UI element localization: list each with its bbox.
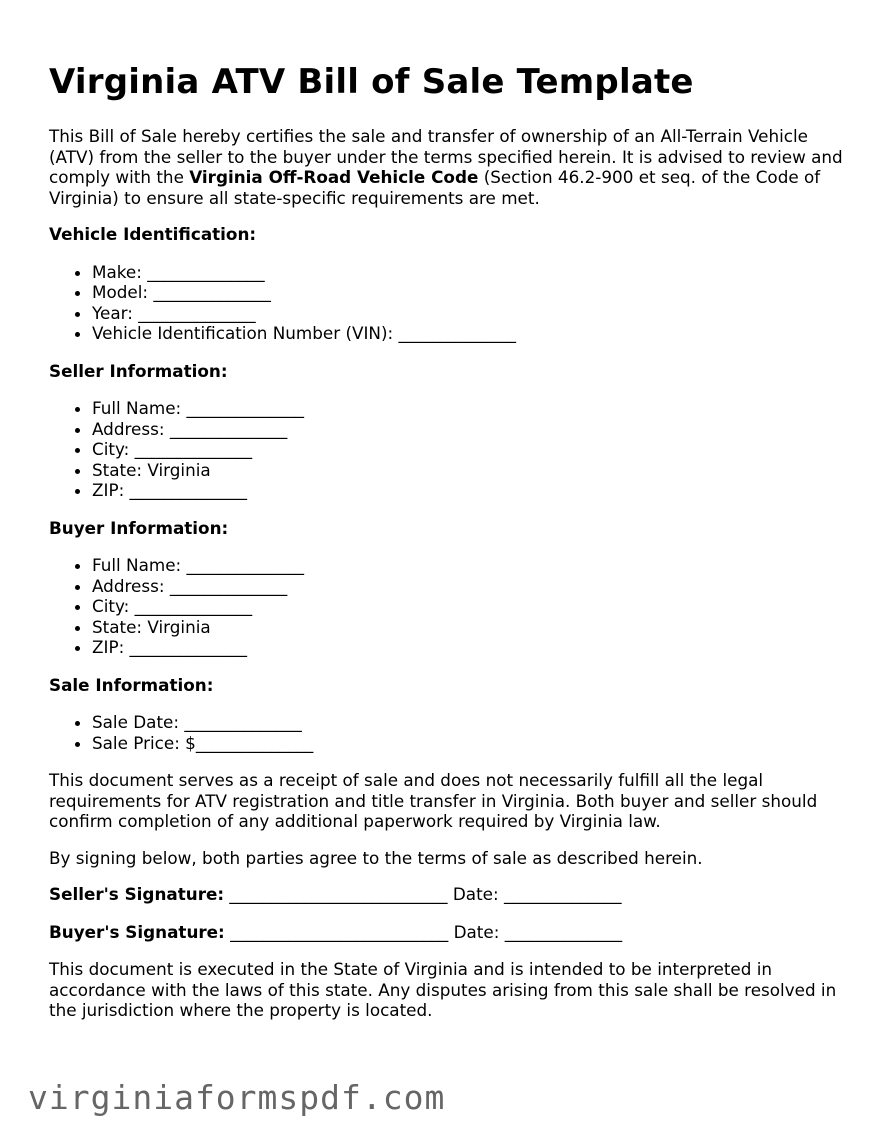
seller-zip-field: • ZIP: ______________ [92,480,849,501]
buyer-signature-blank: __________________________ Date: ______________ [224,921,623,942]
sale-date-field: • Sale Date: ______________ [92,712,849,733]
buyer-state-field: • State: Virginia [92,617,849,638]
buyer-zip-field: • ZIP: ______________ [92,637,849,658]
intro-text-part1: This Bill of Sale hereby certifies the sale and transfer of ownership of an All-Terrain Vehicle (ATV) from the seller to the buyer under the terms specified herein. It is advised to review and comply with the [49,126,843,187]
buyer-section-heading: Buyer Information: [49,517,229,538]
seller-signature-label: Seller's Signature: [49,884,225,904]
buyer-name-field: • Full Name: ______________ [92,555,849,576]
buyer-signature-line [49,922,849,943]
sale-fields-list [49,712,849,753]
buyer-fields-list [49,555,849,658]
seller-address-field: • Address: ______________ [92,419,849,440]
vehicle-make-field: • Make: ______________ [92,262,849,283]
agreement-statement: By signing below, both parties agree to the terms of sale as described herein. [49,847,703,868]
intro-paragraph [49,126,849,208]
seller-signature-line [49,884,849,905]
document-page [49,60,849,1037]
vehicle-fields-list [49,262,849,344]
seller-name-field: • Full Name: ______________ [92,398,849,419]
seller-state-field: • State: Virginia [92,460,849,481]
buyer-city-field: • City: ______________ [92,596,849,617]
intro-code-name: Virginia Off-Road Vehicle Code [189,167,479,187]
seller-city-field: • City: ______________ [92,439,849,460]
vehicle-section-heading: Vehicle Identification: [49,224,257,244]
sale-section-heading: Sale Information: [49,674,214,695]
seller-signature-blank: __________________________ Date: ______________ [224,884,622,904]
document-title: Virginia ATV Bill of Sale Template [49,62,694,102]
intro-text-part2: (Section 46.2-900 et seq. of the Code of Virginia) to ensure all state-specific requirements are met. [49,167,821,208]
vehicle-year-field: • Year: ______________ [92,303,849,324]
buyer-signature-label: Buyer's Signature: [49,921,225,942]
sale-price-field: • Sale Price: $______________ [92,733,849,754]
jurisdiction-statement: This document is executed in the State of Virginia and is intended to be interpreted in accordance with the laws of this state. Any disputes arising from this sale shall be resolved in the jurisdiction where the property is located. [49,959,837,1020]
site-watermark: virginiaformspdf.com [28,1078,446,1117]
buyer-address-field: • Address: ______________ [92,576,849,597]
receipt-disclaimer: This document serves as a receipt of sale and does not necessarily fulfill all the legal requirements for ATV registration and title transfer in Virginia. Both buyer and seller should confirm completion of any additional paperwork required by Virginia law. [49,770,818,831]
seller-section-heading: Seller Information: [49,360,228,381]
vehicle-model-field: • Model: ______________ [92,282,849,303]
vehicle-vin-field: • Vehicle Identification Number (VIN): ______________ [92,323,849,344]
seller-fields-list [49,398,849,501]
